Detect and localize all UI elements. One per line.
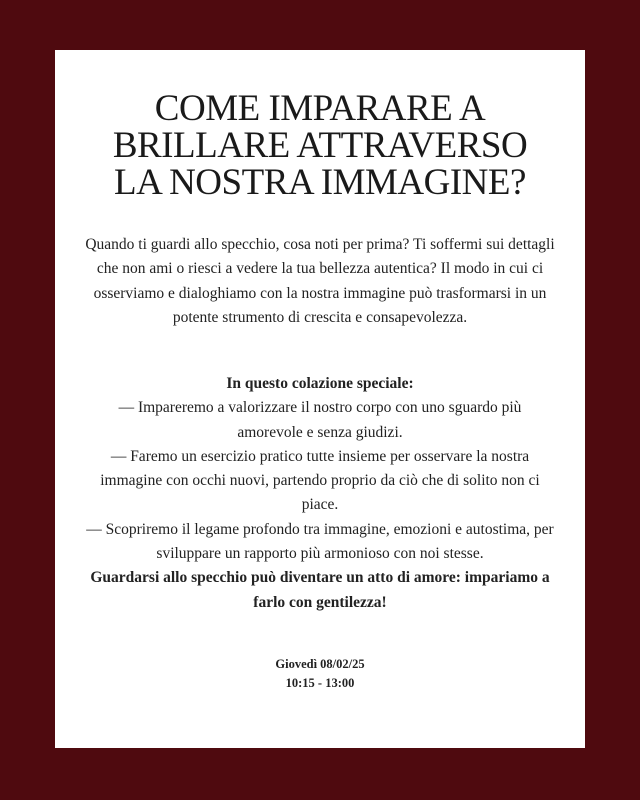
event-date: Giovedì 08/02/25 bbox=[275, 657, 365, 671]
list-item: — Faremo un esercizio pratico tutte insieme per osservare la nostra immagine con occhi nuovi, partendo proprio da ciò che di solito non ci piace. bbox=[100, 447, 540, 514]
list-item: — Scopriremo il legame profondo tra immagine, emozioni e autostima, per sviluppare un rapporto più armonioso con noi stesse. bbox=[86, 520, 554, 563]
flyer-card bbox=[55, 50, 585, 748]
title-line-2: BRILLARE ATTRAVERSO bbox=[112, 125, 528, 166]
title-line-3: LA NOSTRA IMMAGINE? bbox=[114, 162, 526, 203]
page-title bbox=[55, 90, 585, 201]
event-details bbox=[55, 655, 585, 693]
closing-statement: Guardarsi allo specchio può diventare un atto di amore: impariamo a farlo con gentilezza! bbox=[90, 569, 550, 611]
title-line-1: COME IMPARARE A bbox=[154, 88, 486, 129]
section-heading: In questo colazione speciale: bbox=[226, 375, 414, 392]
list-item: — Impareremo a valorizzare il nostro corpo con uno sguardo più amorevole e senza giudizi. bbox=[118, 399, 522, 441]
event-time: 10:15 - 13:00 bbox=[285, 676, 355, 690]
intro-paragraph: Quando ti guardi allo specchio, cosa noti per prima? Ti soffermi sui dettagli che non ami o riesci a vedere la tua bellezza autentica? Il modo in cui ci osserviamo e dialoghiamo con la nostra immagine può trasformarsi in un potente strumento di crescita e consapevolezza. bbox=[85, 236, 555, 326]
workshop-section bbox=[85, 372, 555, 615]
